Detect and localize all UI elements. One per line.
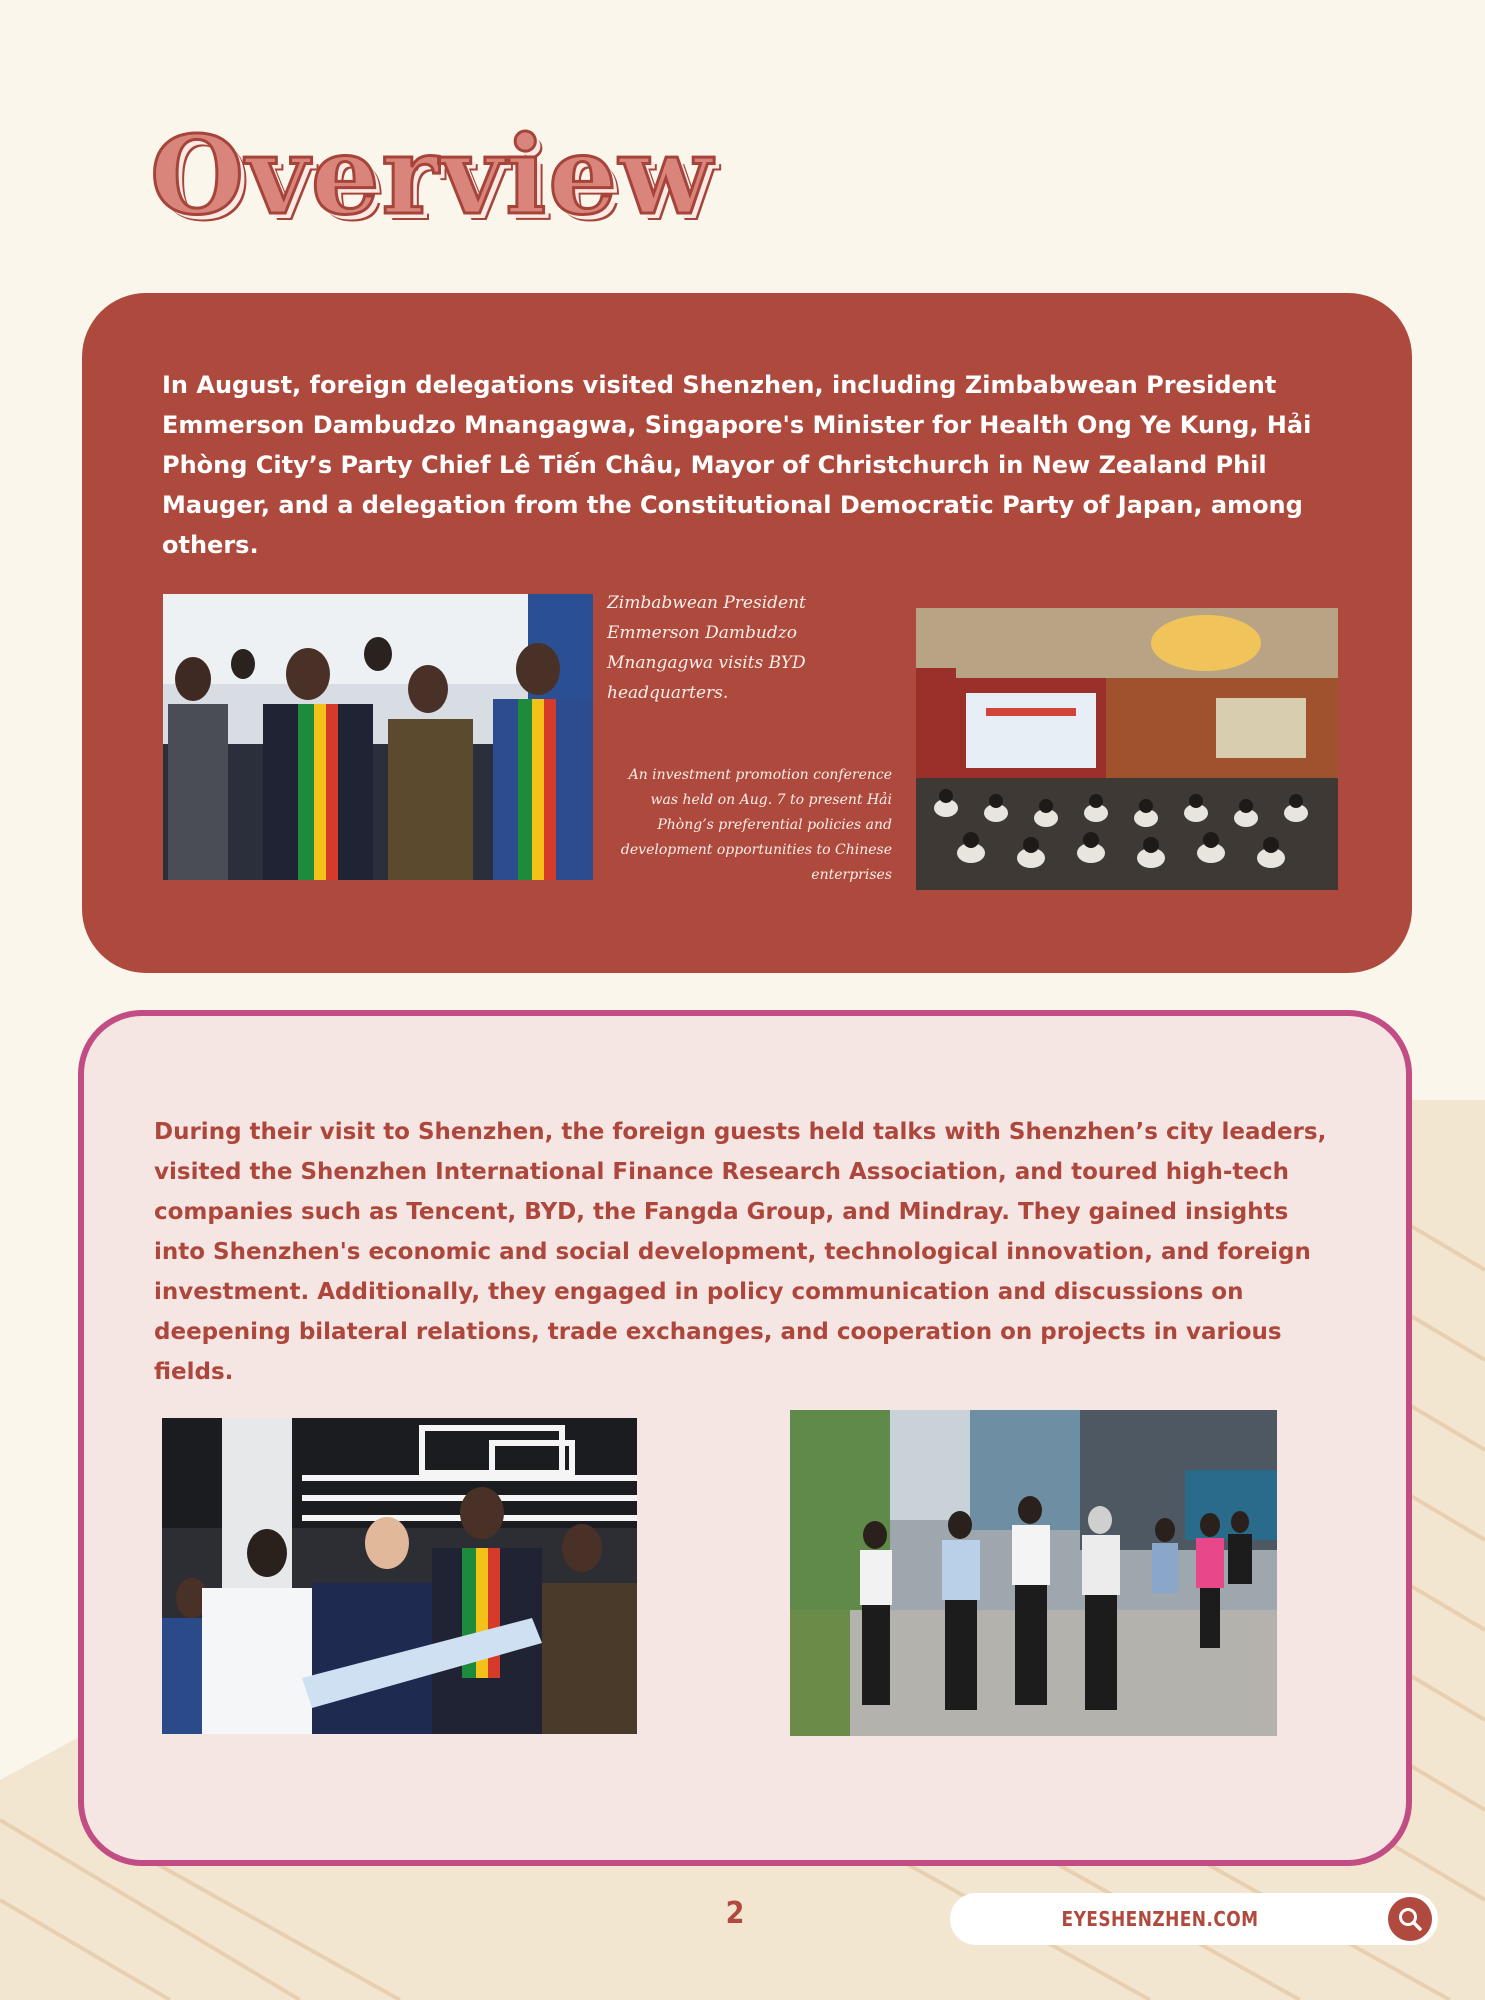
search-icon — [1397, 1906, 1423, 1932]
caption-byd-visit: Zimbabwean President Emmerson Dambudzo Mnangagwa visits BYD headquarters. — [607, 593, 806, 703]
photo-scroll-presentation — [162, 1418, 637, 1734]
page-title: Overview — [150, 113, 714, 239]
intro-paragraph: In August, foreign delegations visited Shenzhen, including Zimbabwean President Emmerson Dambudzo Mnangagwa, Singapore's Minister for Health Ong Ye Kung, Hải Phòng City’s Party Chief Lê Tiến Châu, Mayor of Christchurch in New Zealand Phil Mauger, and a delegation from the Constitutional Democratic Party of Japan, among others. — [162, 371, 1312, 559]
search-button[interactable] — [1388, 1897, 1432, 1941]
photo-delegation-walk — [790, 1410, 1277, 1736]
visit-details-paragraph: During their visit to Shenzhen, the foreign guests held talks with Shenzhen’s city leaders, visited the Shenzhen International Finance Research Association, and toured high-tech companies such as Tencent, BYD, the Fangda Group, and Mindray. They gained insights into Shenzhen's economic and social development, technological innovation, and foreign investment. Additionally, they engaged in policy communication and discussions on deepening bilateral relations, trade exchanges, and cooperation on projects in various fields. — [154, 1119, 1327, 1385]
site-link[interactable]: EYESHENZHEN.COM — [1061, 1907, 1259, 1931]
visit-details-panel — [78, 1010, 1412, 1866]
caption-investment-conference: An investment promotion conference was held on Aug. 7 to present Hải Phòng’s preferential policies and development opportunities to Chinese enterprises — [620, 767, 892, 883]
photo-byd-visit — [163, 594, 593, 880]
photo-investment-conference — [916, 608, 1338, 890]
page-number: 2 — [725, 1896, 745, 1931]
overview-panel — [82, 293, 1412, 973]
site-link-pill[interactable] — [950, 1893, 1438, 1945]
